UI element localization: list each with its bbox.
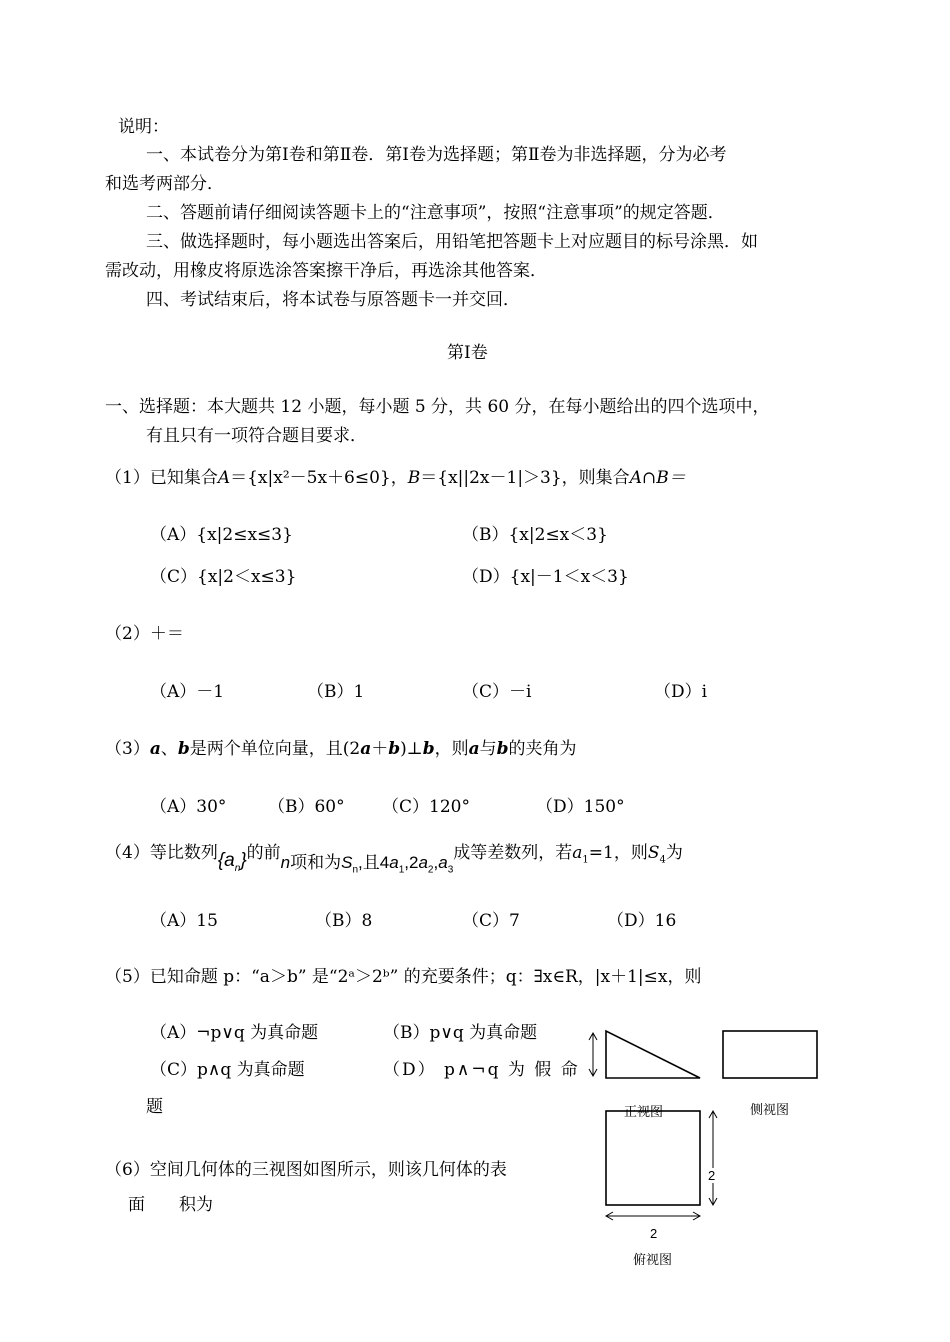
s-var: S bbox=[341, 853, 353, 872]
plus-sign: ＋ bbox=[371, 739, 389, 759]
question-4-text: 等比数列 bbox=[149, 843, 218, 863]
q4-option-b: （B）8 bbox=[315, 911, 373, 931]
front-view-triangle bbox=[606, 1031, 700, 1078]
question-4-text: =1，则 bbox=[588, 843, 648, 863]
a3-subscript: 3 bbox=[447, 864, 454, 876]
instruction-1-line2: 和选考两部分． bbox=[105, 174, 224, 194]
question-3-number: （3） bbox=[105, 739, 150, 759]
question-4-text: 成等差数列，若 bbox=[453, 843, 573, 863]
q5-option-c: （C）p∧q 为真命题 bbox=[150, 1060, 305, 1080]
instruction-4: 四、考试结束后，将本试卷与原答题卡一并交回． bbox=[146, 290, 520, 310]
formula-text: 项和为 bbox=[290, 853, 342, 872]
cond-a-subscript: 1 bbox=[582, 854, 589, 866]
q3-option-d: （D）150° bbox=[536, 797, 625, 817]
q4-option-d: （D）16 bbox=[607, 911, 677, 931]
top-view-label: 俯视图 bbox=[633, 1253, 673, 1268]
instruction-3-line1: 三、做选择题时，每小题选出答案后，用铅笔把答题卡上对应题目的标号涂黑．如 bbox=[146, 232, 758, 252]
question-3-text: 是两个单位向量，且(2 bbox=[189, 739, 361, 759]
set-b-name: B bbox=[407, 468, 421, 488]
question-3-text: 与 bbox=[479, 739, 497, 759]
question-4-text: 的前 bbox=[246, 843, 281, 863]
cond-s-subscript: 4 bbox=[659, 854, 666, 866]
q5-option-d: （D） p∧¬q 为 假 命 bbox=[383, 1060, 580, 1080]
q1-option-c: （C）{x|2＜x≤3} bbox=[150, 567, 297, 587]
question-3-text: 的夹角为 bbox=[508, 739, 577, 759]
formula-text: ,且4 bbox=[358, 853, 390, 872]
side-view-rectangle bbox=[723, 1031, 817, 1078]
vector-b: b bbox=[388, 739, 401, 759]
instruction-3-line2: 需改动，用橡皮将原选涂答案擦干净后，再选涂其他答案． bbox=[105, 261, 547, 281]
instruction-1-line1: 一、本试卷分为第Ⅰ卷和第Ⅱ卷．第Ⅰ卷为选择题；第Ⅱ卷为非选择题，分为必考 bbox=[146, 145, 727, 165]
vector-b: b bbox=[496, 739, 509, 759]
q4-option-c: （C）7 bbox=[462, 911, 520, 931]
q5-option-a: （A）¬p∨q 为真命题 bbox=[150, 1023, 319, 1043]
side-view-label: 侧视图 bbox=[750, 1103, 790, 1118]
formula-text: , bbox=[433, 853, 439, 872]
perpendicular: )⊥ bbox=[400, 739, 423, 759]
vector-a: a bbox=[149, 739, 161, 759]
section-title: 第Ⅰ卷 bbox=[447, 343, 488, 363]
q3-option-b: （B）60° bbox=[268, 797, 345, 817]
q2-option-c: （C）－i bbox=[462, 682, 532, 702]
set-a-name: A bbox=[217, 468, 231, 488]
q2-option-a: （A）－1 bbox=[150, 682, 225, 702]
height-dimension-label: 2 bbox=[708, 1168, 716, 1183]
q2-option-d: （D）i bbox=[654, 682, 708, 702]
cond-s: S bbox=[647, 843, 660, 863]
vector-b: b bbox=[422, 739, 435, 759]
question-6-number: （6） bbox=[105, 1160, 150, 1180]
vector-a: a bbox=[360, 739, 372, 759]
question-5-text: 已知命题 p：“a＞b” 是“2ᵃ＞2ᵇ” 的充要条件；q：∃x∈R，|x＋1|≤x，则 bbox=[149, 967, 702, 987]
q4-option-a: （A）15 bbox=[150, 911, 218, 931]
a3-var: a bbox=[438, 853, 448, 872]
part1-heading-line1: 一、选择题：本大题共 12 小题，每小题 5 分，共 60 分，在每小题给出的四个选项中， bbox=[105, 397, 770, 417]
question-3-text: ，则 bbox=[434, 739, 469, 759]
question-6-text: 空间几何体的三视图如图所示，则该几何体的表 bbox=[149, 1160, 507, 1180]
q2-option-b: （B）1 bbox=[307, 682, 365, 702]
formula-text: ,2 bbox=[404, 853, 419, 872]
question-2-number: （2） bbox=[105, 624, 150, 644]
a2-var: a bbox=[418, 853, 428, 872]
instruction-2: 二、答题前请仔细阅读答题卡上的“注意事项”，按照“注意事项”的规定答题． bbox=[146, 203, 725, 223]
n-var: n bbox=[280, 853, 291, 872]
set-b-definition: ＝{x||2x－1|＞3}，则集合 bbox=[420, 468, 630, 488]
question-4-text: 为 bbox=[665, 843, 683, 863]
front-view-label: 正视图 bbox=[624, 1105, 664, 1120]
intersection: A∩B＝ bbox=[629, 468, 686, 488]
q3-option-c: （C）120° bbox=[382, 797, 470, 817]
part1-heading-line2: 有且只有一项符合题目要求． bbox=[146, 426, 367, 446]
q1-option-a: （A）{x|2≤x≤3} bbox=[150, 525, 293, 545]
q1-option-b: （B）{x|2≤x＜3} bbox=[462, 525, 608, 545]
vector-a: a bbox=[468, 739, 480, 759]
sequence-open: {a bbox=[217, 850, 235, 871]
q3-option-a: （A）30° bbox=[150, 797, 227, 817]
cond-a: a bbox=[572, 843, 583, 863]
top-view-square bbox=[606, 1111, 700, 1205]
q5-option-d-continued: 题 bbox=[146, 1097, 163, 1117]
question-5-number: （5） bbox=[105, 967, 150, 987]
question-1-text: 已知集合 bbox=[149, 468, 218, 488]
set-a-definition: ＝{x|x²－5x＋6≤0}， bbox=[230, 468, 408, 488]
question-6-line2: 面 积为 bbox=[128, 1195, 213, 1215]
question-1-number: （1） bbox=[105, 468, 150, 488]
q1-option-d: （D）{x|－1＜x＜3} bbox=[462, 567, 629, 587]
vector-b: b bbox=[177, 739, 190, 759]
sequence-close: } bbox=[240, 850, 247, 871]
a2-subscript: 2 bbox=[427, 864, 434, 876]
sequence-subscript: n bbox=[234, 862, 241, 874]
q5-option-b: （B）p∨q 为真命题 bbox=[383, 1023, 538, 1043]
a1-var: a bbox=[389, 853, 399, 872]
width-dimension-label: 2 bbox=[650, 1226, 658, 1241]
question-2-text: ＋＝ bbox=[149, 624, 184, 644]
a1-subscript: 1 bbox=[398, 864, 405, 876]
s-subscript: n bbox=[352, 864, 359, 876]
instructions-heading: 说明： bbox=[118, 117, 169, 137]
question-4-number: （4） bbox=[105, 843, 150, 863]
separator: 、 bbox=[160, 739, 178, 759]
